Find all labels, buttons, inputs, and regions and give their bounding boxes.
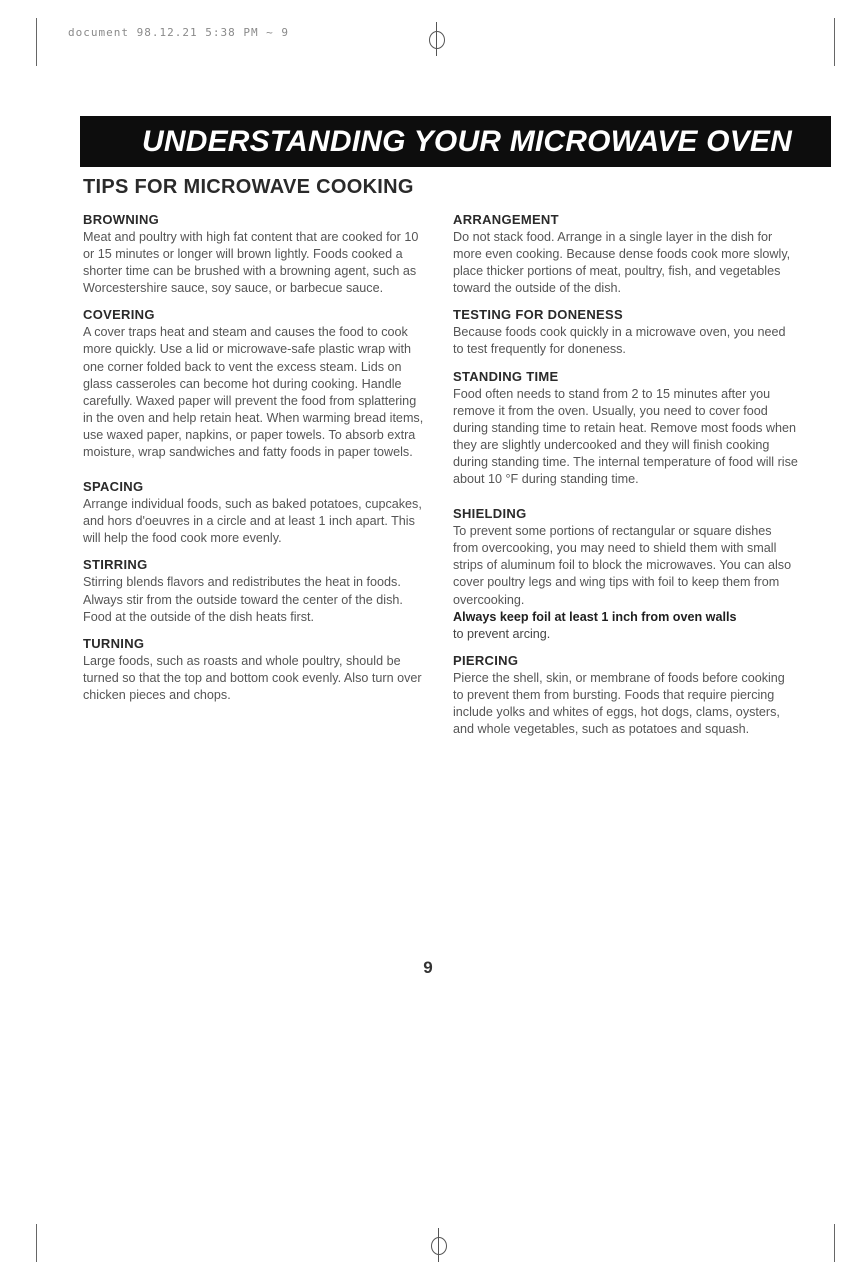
left-trim-line-top <box>36 18 37 66</box>
tip-standing-time <box>453 369 798 489</box>
left-column <box>83 212 428 714</box>
right-trim-line-bottom <box>834 1224 835 1262</box>
tip-stirring <box>83 557 428 625</box>
tip-body: Large foods, such as roasts and whole poultry, should be turned so that the top and bottom cook evenly. Also turn over chicken pieces and chops. <box>83 653 422 702</box>
tip-testing-for-doneness <box>453 307 798 358</box>
print-header: document 98.12.21 5:38 PM ~ 9 <box>68 26 290 39</box>
foil-warning-continuation: to prevent arcing. <box>453 626 551 641</box>
left-trim-line-bottom <box>36 1224 37 1262</box>
registration-mark-bottom <box>428 1228 450 1262</box>
tip-shielding <box>453 506 798 643</box>
tip-heading: STIRRING <box>83 557 148 573</box>
tip-body: Pierce the shell, skin, or membrane of foods before cooking to prevent them from bursting. Foods that require piercing include yolks and whites of eggs, hot dogs, clams, oysters, and whole vegetables, such as potatoes and squash. <box>453 670 785 737</box>
tip-heading: SPACING <box>83 479 144 495</box>
tip-heading: STANDING TIME <box>453 368 559 384</box>
registration-circle-icon <box>429 31 445 49</box>
tip-covering <box>83 307 428 461</box>
tip-browning <box>83 212 428 297</box>
page-banner <box>80 116 831 167</box>
tip-heading: TURNING <box>83 635 145 651</box>
registration-mark-top <box>426 22 448 56</box>
page-number: 9 <box>423 958 433 977</box>
registration-circle-icon <box>431 1237 447 1255</box>
section-title: TIPS FOR MICROWAVE COOKING <box>83 176 414 198</box>
tip-body: Meat and poultry with high fat content that are cooked for 10 or 15 minutes or longer will brown lightly. Foods cooked a shorter time can be brushed with a browning agent, such as Worcestershire sauce, soy sauce, or barbecue sauce. <box>83 230 419 296</box>
tip-body: Stirring blends flavors and redistributes the heat in foods. Always stir from the outside toward the center of the dish. Food at the outside of the dish heats first. <box>83 575 403 624</box>
tip-heading: TESTING FOR DONENESS <box>453 307 623 323</box>
tip-body-text: To prevent some portions of rectangular or square dishes from overcooking, you may need to shield them with small strips of aluminum foil to block the microwaves. You can also cover poultry legs and wing tips with foil to keep them from overcooking. <box>453 524 792 607</box>
foil-warning: Always keep foil at least 1 inch from oven walls <box>453 609 737 624</box>
tip-heading: PIERCING <box>453 652 519 668</box>
tip-spacing <box>83 479 428 547</box>
tip-heading: BROWNING <box>83 212 160 227</box>
tip-heading: COVERING <box>83 307 155 323</box>
tip-piercing <box>453 653 798 738</box>
tip-body: Because foods cook quickly in a microwave oven, you need to test frequently for doneness. <box>453 325 786 357</box>
right-column <box>453 212 798 748</box>
tip-heading: ARRANGEMENT <box>453 212 559 227</box>
tip-turning <box>83 636 428 704</box>
banner-title: UNDERSTANDING YOUR MICROWAVE OVEN <box>142 124 792 158</box>
right-trim-line-top <box>834 18 835 66</box>
tip-body: Arrange individual foods, such as baked potatoes, cupcakes, and hors d'oeuvres in a circle and at least 1 inch apart. This will help the food cook more evenly. <box>83 497 422 546</box>
tip-body: A cover traps heat and steam and causes the food to cook more quickly. Use a lid or microwave-safe plastic wrap with one corner folded back to vent the excess steam. Lids on glass casseroles can become hot during cooking. Handle carefully. Waxed paper will prevent the food from splattering in the oven and help retain heat. When warming bread items, use waxed paper, napkins, or paper towels. To absorb extra moisture, wrap sandwiches and fatty foods in paper towels. <box>83 325 424 460</box>
tip-arrangement <box>453 212 798 297</box>
tip-heading: SHIELDING <box>453 506 527 522</box>
tip-body: Food often needs to stand from 2 to 15 minutes after you remove it from the oven. Usually, you need to cover food during standing time to retain heat. Remove most foods when they are slightly undercooked and they will finish cooking during standing time. The internal temperature of food will rise about 10 °F during standing time. <box>453 386 798 487</box>
tip-body: Do not stack food. Arrange in a single layer in the dish for more even cooking. Because dense foods cook more slowly, place thicker portions of meat, poultry, fish, and vegetables toward the outside of the dish. <box>453 230 791 296</box>
tip-body <box>453 523 798 643</box>
